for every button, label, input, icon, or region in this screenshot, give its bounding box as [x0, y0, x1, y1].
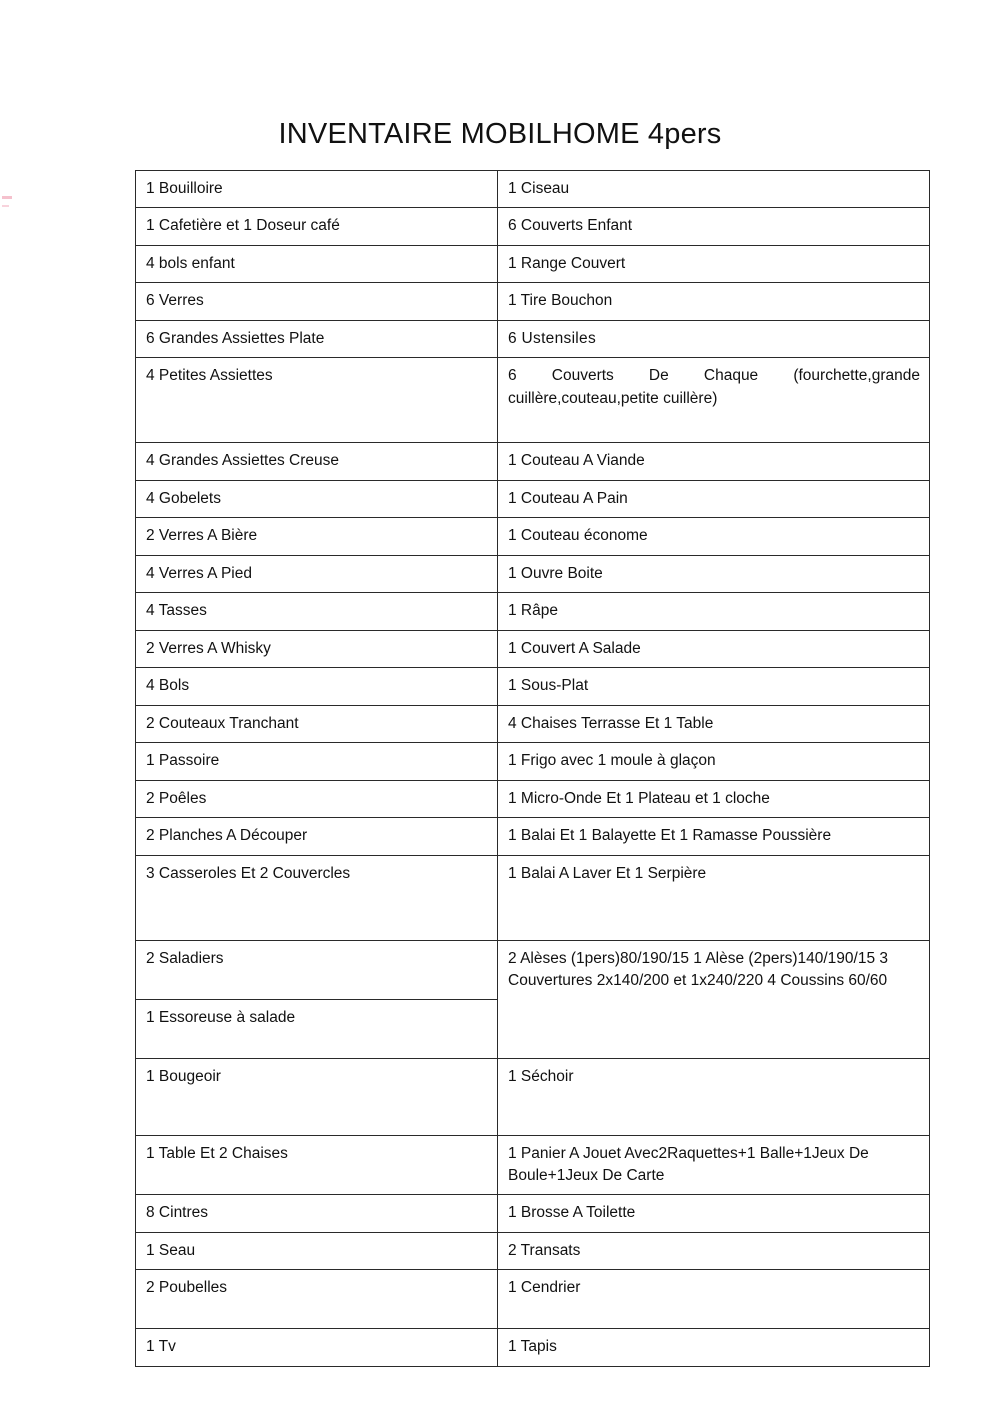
inventory-item-right: 1 Balai A Laver Et 1 Serpière [498, 855, 930, 940]
inventory-item-left: 2 Poêles [136, 780, 498, 817]
inventory-item-left: 6 Grandes Assiettes Plate [136, 320, 498, 357]
inventory-item-left: 4 Bols [136, 668, 498, 705]
table-row [136, 283, 930, 320]
inventory-item-right: 1 Couteau économe [498, 518, 930, 555]
inventory-item-left: 8 Cintres [136, 1195, 498, 1232]
inventory-item-right: 1 Cendrier [498, 1270, 930, 1329]
table-row [136, 743, 930, 780]
inventory-item-right: 6 Ustensiles [498, 320, 930, 357]
table-row [136, 480, 930, 517]
inventory-item-left: 2 Poubelles [136, 1270, 498, 1329]
bedding-line-2: 1 Alèse (2pers)140/190/15 [693, 949, 876, 967]
inventory-item-left: 1 Table Et 2 Chaises [136, 1135, 498, 1195]
table-row [136, 1232, 930, 1269]
inventory-item-left: 1 Bouilloire [136, 171, 498, 208]
inventory-item-right: 2 Transats [498, 1232, 930, 1269]
table-row [136, 705, 930, 742]
inventory-item-right: 1 Couteau A Viande [498, 443, 930, 480]
inventory-item-left: 2 Saladiers [136, 940, 498, 999]
inventory-item-left: 4 Verres A Pied [136, 555, 498, 592]
inventory-table [135, 170, 930, 1367]
table-row [136, 443, 930, 480]
inventory-item-left: 1 Cafetière et 1 Doseur café [136, 208, 498, 245]
table-row [136, 171, 930, 208]
inventory-item-left: 1 Passoire [136, 743, 498, 780]
table-row [136, 320, 930, 357]
table-row [136, 780, 930, 817]
table-row [136, 1058, 930, 1135]
inventory-item-left: 2 Planches A Découper [136, 818, 498, 855]
table-row [136, 1195, 930, 1232]
inventory-item-right: 1 Ouvre Boite [498, 555, 930, 592]
inventory-item-right: 1 Sous-Plat [498, 668, 930, 705]
table-row [136, 855, 930, 940]
inventory-item-right: 1 Brosse A Toilette [498, 1195, 930, 1232]
inventory-item-left: 1 Tv [136, 1329, 498, 1366]
bedding-line-3: 3 Couvertures 2x140/200 et 1x240/220 [508, 949, 889, 989]
table-row [136, 1329, 930, 1366]
inventory-item-left: 1 Seau [136, 1232, 498, 1269]
inventory-item-right: 1 Ciseau [498, 171, 930, 208]
inventory-item-left: 4 bols enfant [136, 245, 498, 282]
inventory-item-right: 1 Râpe [498, 593, 930, 630]
inventory-item-right: 4 Chaises Terrasse Et 1 Table [498, 705, 930, 742]
inventory-item-right: 1 Couteau A Pain [498, 480, 930, 517]
inventory-item-left: 2 Couteaux Tranchant [136, 705, 498, 742]
inventory-item-right: 1 Panier A Jouet Avec2Raquettes+1 Balle+1Jeux De Boule+1Jeux De Carte [498, 1135, 930, 1195]
table-row [136, 818, 930, 855]
inventory-item-right: 1 Range Couvert [498, 245, 930, 282]
table-row [136, 940, 930, 999]
table-row [136, 358, 930, 443]
scan-artifact-mark [2, 196, 12, 199]
inventory-item-left: 4 Gobelets [136, 480, 498, 517]
table-row [136, 630, 930, 667]
inventory-item-right: 1 Séchoir [498, 1058, 930, 1135]
bedding-block [498, 940, 930, 1058]
inventory-item-right: 6 Couverts De Chaque (fourchette,grande cuillère,couteau,petite cuillère) [498, 358, 930, 443]
table-row [136, 1135, 930, 1195]
inventory-item-left: 1 Essoreuse à salade [136, 999, 498, 1058]
table-row [136, 593, 930, 630]
inventory-item-right: 1 Balai Et 1 Balayette Et 1 Ramasse Poussière [498, 818, 930, 855]
table-row [136, 555, 930, 592]
table-row [136, 668, 930, 705]
page-title: INVENTAIRE MOBILHOME 4pers [278, 118, 722, 150]
bedding-line-1: 2 Alèses (1pers)80/190/15 [508, 949, 689, 967]
inventory-item-right: 1 Couvert A Salade [498, 630, 930, 667]
table-row [136, 518, 930, 555]
inventory-item-left: 6 Verres [136, 283, 498, 320]
inventory-item-right: 1 Tapis [498, 1329, 930, 1366]
inventory-item-left: 2 Verres A Bière [136, 518, 498, 555]
inventory-item-left: 4 Petites Assiettes [136, 358, 498, 443]
inventory-item-right: 1 Micro-Onde Et 1 Plateau et 1 cloche [498, 780, 930, 817]
inventory-item-left: 2 Verres A Whisky [136, 630, 498, 667]
inventory-item-right: 6 Couverts Enfant [498, 208, 930, 245]
inventory-item-left: 4 Tasses [136, 593, 498, 630]
table-row [136, 1270, 930, 1329]
table-row [136, 245, 930, 282]
inventory-item-left: 4 Grandes Assiettes Creuse [136, 443, 498, 480]
inventory-item-left: 3 Casseroles Et 2 Couvercles [136, 855, 498, 940]
table-row [136, 208, 930, 245]
inventory-item-left: 1 Bougeoir [136, 1058, 498, 1135]
bedding-line-4: 4 Coussins 60/60 [767, 971, 888, 989]
inventory-item-right: 1 Frigo avec 1 moule à glaçon [498, 743, 930, 780]
inventory-item-right: 1 Tire Bouchon [498, 283, 930, 320]
scan-artifact-mark-secondary [2, 205, 9, 207]
